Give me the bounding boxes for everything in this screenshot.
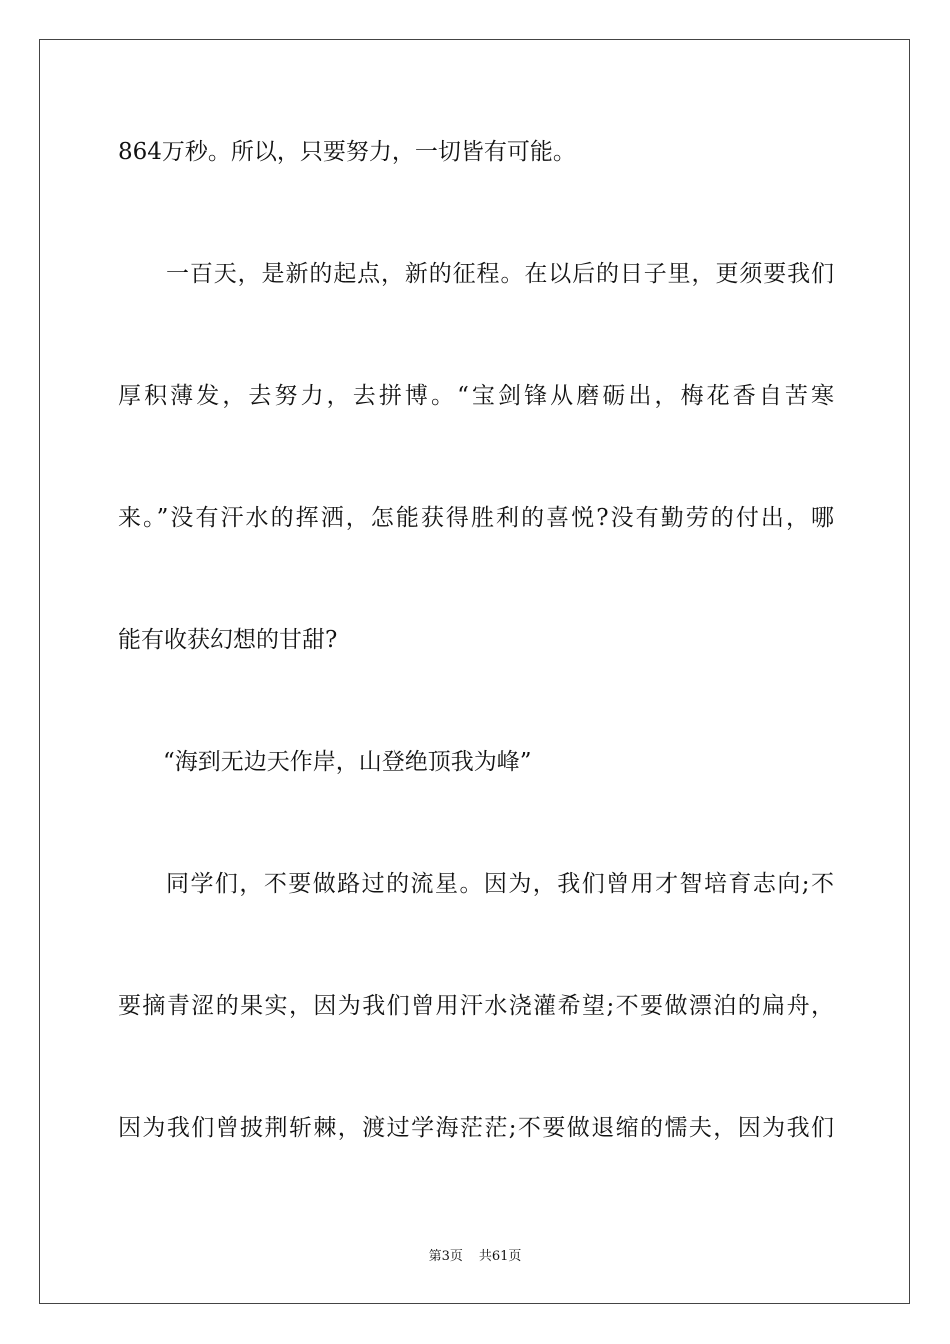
- page-footer: [0, 1248, 950, 1266]
- text-line-2: 一百天，是新的起点，新的征程。在以后的日子里，更须要我们: [166, 261, 834, 287]
- page-number: 第3页: [428, 1249, 463, 1264]
- page-total: 共61页: [478, 1249, 522, 1264]
- text-line-6: “海到无边天作岸，山登绝顶我为峰”: [163, 749, 532, 775]
- text-line-4: 来。”没有汗水的挥洒，怎能获得胜利的喜悦?没有勤劳的付出，哪: [118, 505, 834, 531]
- text-line-7: 同学们，不要做路过的流星。因为，我们曾用才智培育志向;不: [166, 871, 834, 897]
- text-line-3: 厚积薄发，去努力，去拼博。“宝剑锋从磨砺出，梅花香自苦寒: [118, 383, 834, 409]
- text-line-9: 因为我们曾披荆斩棘，渡过学海茫茫;不要做退缩的懦夫，因为我们: [118, 1115, 834, 1141]
- text-line-8: 要摘青涩的果实，因为我们曾用汗水浇灌希望;不要做漂泊的扁舟，: [118, 993, 834, 1019]
- text-line-1: 864万秒。所以，只要努力，一切皆有可能。: [118, 139, 576, 165]
- text-line-5: 能有收获幻想的甘甜?: [118, 627, 338, 653]
